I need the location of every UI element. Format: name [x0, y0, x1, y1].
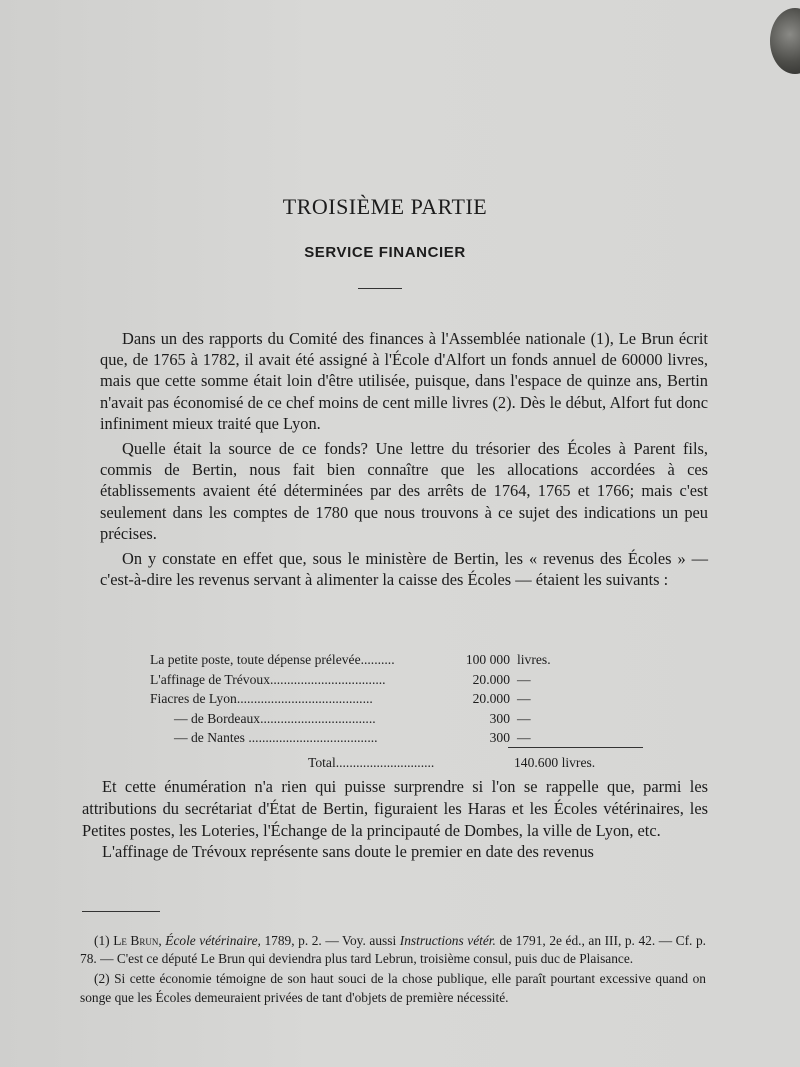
footnote-2: (2) Si cette économie témoigne de son haut souci de la chose publique, elle paraît pourtant excessive quand on songe que les Écoles demeuraient privées de tant d'objets de première nécessité.	[80, 971, 706, 1005]
paragraph-5: L'affinage de Trévoux représente sans doute le premier en date des revenus	[102, 842, 594, 862]
body-text	[100, 328, 708, 590]
paragraph-2: Quelle était la source de ce fonds? Une lettre du trésorier des Écoles à Parent fils, commis de Bertin, nous fait bien connaître que les allocations accordées à ces établissements avaient été déterminées par des arrêts de 1764, 1765 et 1766; mais c'est seulement dans les comptes de 1780 que nous trouvons à ce sujet des indications un peu précises.	[100, 439, 708, 543]
row-label: — de Bordeaux..................................	[174, 710, 376, 726]
table-row	[150, 670, 630, 690]
footnote-1-author: Le Brun,	[113, 933, 162, 948]
footnotes	[80, 932, 706, 1009]
row-value: 20.000	[472, 671, 510, 687]
footnote-divider	[82, 911, 160, 912]
footnote-1-mid: 1789, p. 2. — Voy. aussi	[264, 933, 397, 948]
revenue-table	[150, 650, 630, 770]
row-value: 100 000	[465, 652, 510, 667]
title-divider	[358, 288, 402, 289]
row-value: 20.000	[472, 691, 510, 706]
section-title: SERVICE FINANCIER	[304, 244, 466, 261]
row-unit: —	[517, 710, 531, 726]
row-unit: —	[517, 730, 531, 745]
row-label: — de Nantes ......................................	[174, 730, 378, 745]
table-row	[150, 689, 630, 709]
footnote-1	[80, 932, 706, 968]
row-value: 300	[489, 730, 510, 745]
row-unit: livres.	[517, 652, 551, 667]
row-unit: —	[517, 671, 531, 687]
paragraph-3: On y constate en effet que, sous le ministère de Bertin, les « revenus des Écoles » — c'est-à-dire les revenus servant à alimenter la caisse des Écoles — étaient les suivants :	[100, 549, 708, 590]
paragraph-1: Dans un des rapports du Comité des finances à l'Assemblée nationale (1), Le Brun écrit que, de 1765 à 1782, il avait été assigné à l'École d'Alfort un fonds annuel de 60000 livres, mais que cette somme était loin d'être utilisée, puisque, dans l'espace de quinze ans, Bertin n'avait pas économisé de ce chef moins de cent mille livres (2). Dès le début, Alfort fut donc infiniment mieux traité que Lyon.	[100, 329, 708, 433]
table-row	[150, 709, 630, 729]
row-label: La petite poste, toute dépense prélevée..........	[150, 652, 395, 667]
footnote-1-rest: de 1791, 2e éd., an III, p. 42. — Cf. p. 78. — C'est ce député Le Brun qui deviendra plus tard Lebrun, troisième consul, puis duc de Plaisance.	[80, 933, 706, 967]
total-row	[308, 753, 630, 773]
footnote-1-title2: Instructions vétér.	[399, 933, 496, 948]
table-row	[150, 650, 630, 670]
sum-rule	[508, 747, 643, 748]
table-row	[150, 728, 630, 748]
part-title: TROISIÈME PARTIE	[282, 194, 488, 219]
row-unit: —	[517, 691, 531, 706]
paragraph-4: Et cette énumération n'a rien qui puisse surprendre si l'on se rappelle que, parmi les attributions du secrétariat d'État de Bertin, figuraient les Haras et les Écoles vétérinaires, les Petites postes, les Loteries, l'Échange de la principauté de Dombes, la ville de Lyon, etc.	[82, 777, 708, 840]
footnote-1-title: École vétérinaire,	[165, 933, 261, 948]
binding-clip	[770, 8, 800, 74]
row-label: Fiacres de Lyon........................................	[150, 691, 373, 706]
row-value: 300	[489, 710, 510, 726]
total-label: Total.............................	[308, 755, 435, 770]
total-value: 140.600 livres.	[514, 755, 596, 770]
body-text-continued	[82, 776, 708, 863]
footnote-1-number: (1)	[94, 933, 110, 948]
row-label: L'affinage de Trévoux..................................	[150, 671, 386, 687]
